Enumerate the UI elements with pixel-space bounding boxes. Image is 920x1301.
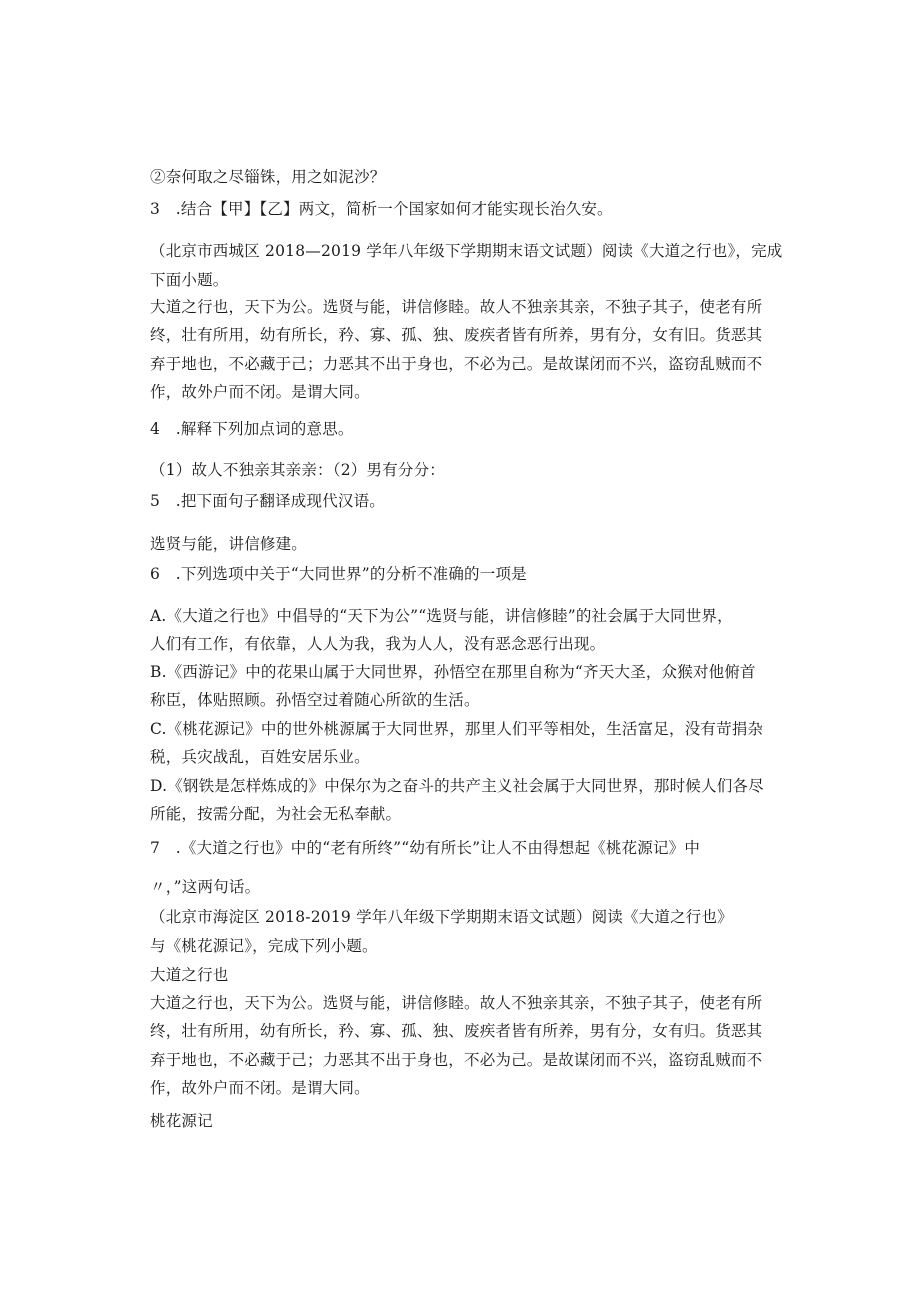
question-6: 6 .下列选项中关于“大同世界”的分析不准确的一项是 (150, 565, 527, 583)
question-3: 3 .结合【甲】【乙】两文，简析一个国家如何才能实现长治久安。 (150, 200, 613, 218)
option-c-line-2: 税，兵灾战乱，百姓安居乐业。 (150, 748, 370, 766)
passage-a-line-1: 大道之行也，天下为公。选贤与能，讲信修睦。故人不独亲其亲，不独子其子，使老有所 (150, 298, 763, 316)
passage-c-title: 桃花源记 (150, 1112, 213, 1130)
passage-a-line-3: 弃于地也，不必藏于己；力恶其不出于身也，不必为己。是故谋闭而不兴，盗窃乱贼而不 (150, 355, 763, 373)
passage-b-line-3: 弃于地也，不必藏于己；力恶其不出于身也，不必为己。是故谋闭而不兴，盗窃乱贼而不 (150, 1051, 763, 1069)
question-5-sentence: 选贤与能，讲信修建。 (150, 535, 308, 553)
option-a-line-1: A.《大道之行也》中倡导的“天下为公”“选贤与能，讲信修睦”的社会属于大同世界， (150, 607, 733, 625)
option-a-line-2: 人们有工作，有依靠，人人为我，我为人人，没有恶念恶行出现。 (150, 635, 606, 653)
section-intro-haidian-line-2: 与《桃花源记》，完成下列小题。 (150, 937, 378, 955)
section-intro-xicheng-line-2: 下面小题。 (150, 271, 229, 289)
passage-b-line-4: 作，故外户而不闭。是谓大同。 (150, 1079, 370, 1097)
question-5: 5 .把下面句子翻译成现代汉语。 (150, 492, 385, 510)
passage-a-line-2: 终，壮有所用，幼有所长，矜、寡、孤、独、废疾者皆有所养，男有分，女有旧。货恶其 (150, 326, 763, 344)
question-4: 4 .解释下列加点词的意思。 (150, 420, 354, 438)
option-c-line-1: C.《桃花源记》中的世外桃源属于大同世界，那里人们平等相处，生活富足，没有苛捐杂 (150, 720, 764, 738)
option-d-line-1: D.《钢铁是怎样炼成的》中保尔为之奋斗的共产主义社会属于大同世界，那时候人们各尽 (150, 777, 764, 795)
section-intro-haidian-line-1: （北京市海淀区 2018-2019 学年八年级下学期期末语文试题）阅读《大道之行也》 (150, 908, 733, 926)
passage-b-line-2: 终，壮有所用，幼有所长，矜、寡、孤、独、废疾者皆有所养，男有分，女有归。货恶其 (150, 1022, 763, 1040)
option-b-line-2: 称臣，体贴照顾。孙悟空过着随心所欲的生活。 (150, 691, 480, 709)
question-4-items: （1）故人不独亲其亲亲：（2）男有分分： (150, 461, 445, 479)
passage-a-line-4: 作，故外户而不闭。是谓大同。 (150, 383, 370, 401)
passage-b-line-1: 大道之行也，天下为公。选贤与能，讲信修睦。故人不独亲其亲，不独子其子，使老有所 (150, 994, 763, 1012)
question-7-line-1: 7 .《大道之行也》中的“老有所终”“幼有所长”让人不由得想起《桃花源记》中 (150, 839, 701, 857)
option-b-line-1: B.《西游记》中的花果山属于大同世界，孙悟空在那里自称为“齐天大圣，众猴对他俯首 (150, 663, 756, 681)
option-d-line-2: 所能，按需分配，为社会无私奉献。 (150, 805, 402, 823)
section-intro-xicheng-line-1: （北京市西城区 2018—2019 学年八年级下学期期末语文试题）阅读《大道之行也》，完成 (150, 242, 783, 260)
passage-b-title: 大道之行也 (150, 966, 229, 984)
question-2-sentence: ②奈何取之尽锱铢，用之如泥沙？ (150, 168, 386, 186)
question-7-line-2: 〃，”这两句话。 (150, 878, 261, 896)
